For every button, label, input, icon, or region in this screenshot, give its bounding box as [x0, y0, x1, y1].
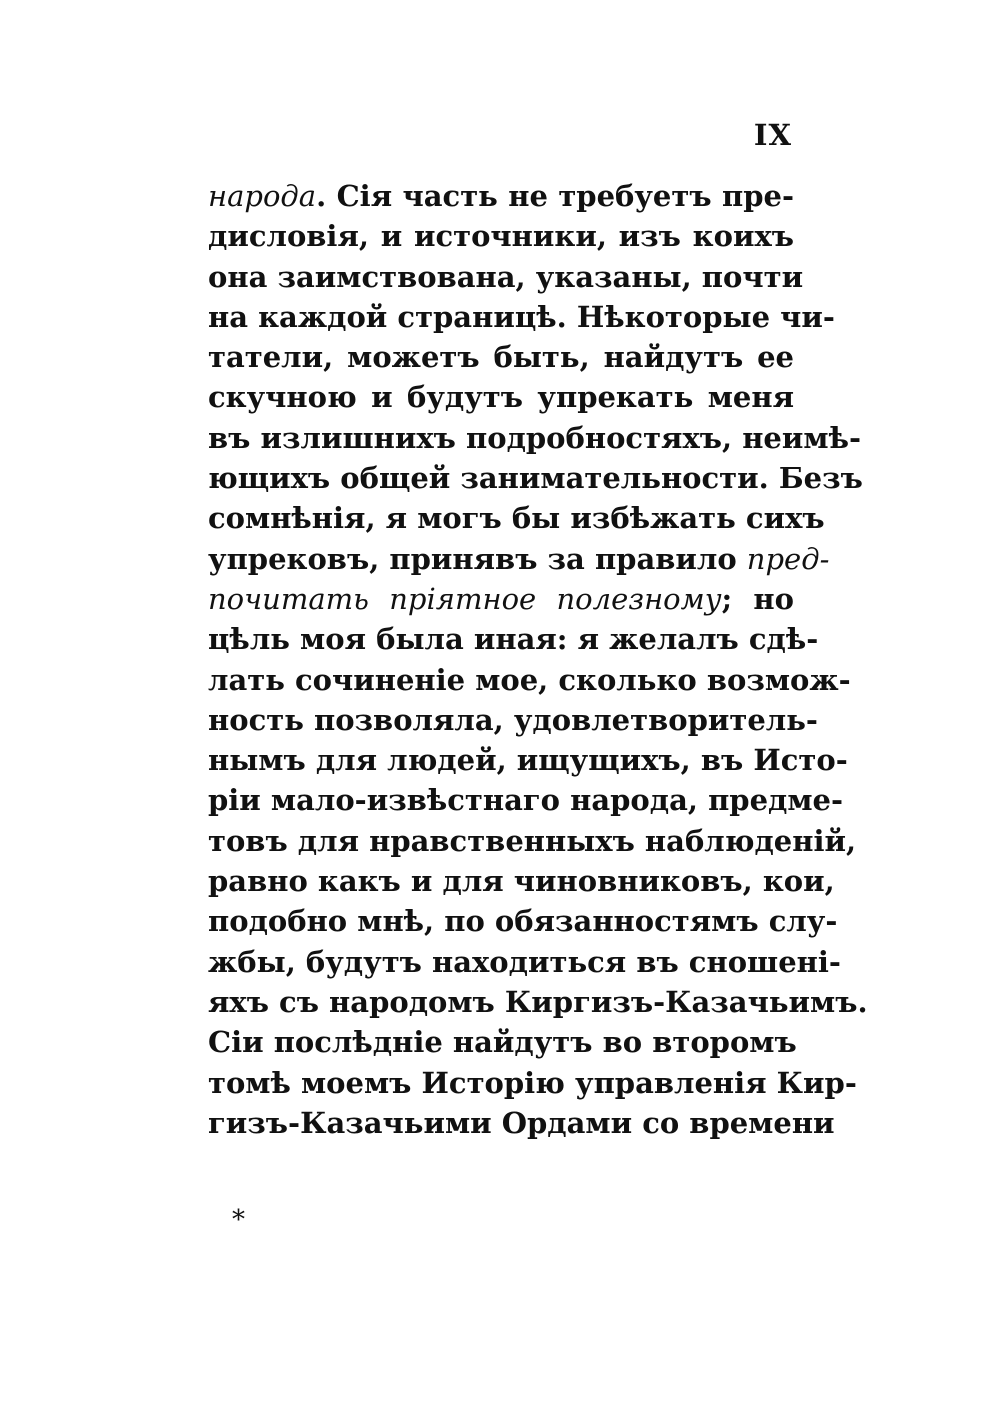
text-line: сомнѣнія, я могъ бы избѣжать сихъ [208, 501, 825, 536]
text-line: нымъ для людей, ищущихъ, въ Исто- [208, 743, 848, 778]
text-line: на каждой страницѣ. Нѣкоторые чи- [208, 299, 835, 334]
text-line: жбы, будутъ находиться въ сношені- [208, 944, 841, 979]
text-line: яхъ съ народомъ Киргизъ-Казачьимъ. [208, 984, 868, 1019]
text-line [208, 579, 794, 619]
italic-word: народа [208, 179, 317, 213]
text-line: товъ для нравственныхъ наблюденій, [208, 823, 857, 858]
text-line: дисловія, и источники, изъ коихъ [208, 219, 794, 254]
text-line: равно какъ и для чиновниковъ, кои, [208, 864, 835, 899]
body-text [208, 176, 868, 1143]
line-text: . Сія часть не требуетъ пре- [316, 179, 794, 213]
text-line [208, 176, 794, 216]
page-number: IX [753, 118, 792, 152]
text-line: гизъ-Казачьими Ордами со времени [208, 1105, 835, 1140]
text-line: ріи мало-извѣстнаго народа, предме- [208, 783, 844, 818]
text-line: подобно мнѣ, по обязанностямъ слу- [208, 904, 838, 939]
text-line: лать сочиненіе мое, сколько возмож- [208, 662, 851, 697]
line-text: упрековъ, принявъ за правило [208, 541, 737, 576]
text-line: Сіи послѣдніе найдутъ во второмъ [208, 1025, 797, 1060]
signature-mark: * [232, 1205, 245, 1235]
text-line: ющихъ общей занимательности. Безъ [208, 461, 863, 496]
text-line [208, 539, 830, 579]
italic-phrase: почитать пріятное полезному [208, 581, 722, 616]
text-line: томѣ моемъ Исторію управленія Кир- [208, 1065, 857, 1100]
text-line: скучною и будутъ упрекать меня [208, 380, 794, 415]
italic-word: пред- [746, 541, 830, 576]
text-line: татели, можетъ быть, найдутъ ее [208, 340, 794, 375]
text-line: въ излишнихъ подробностяхъ, неимѣ- [208, 420, 862, 455]
text-line: цѣль моя была иная: я желалъ сдѣ- [208, 622, 819, 657]
text-line: она заимствована, указаны, почти [208, 259, 804, 294]
text-line: ность позволяла, удовлетворитель- [208, 702, 818, 737]
line-text: ; но [721, 581, 794, 616]
